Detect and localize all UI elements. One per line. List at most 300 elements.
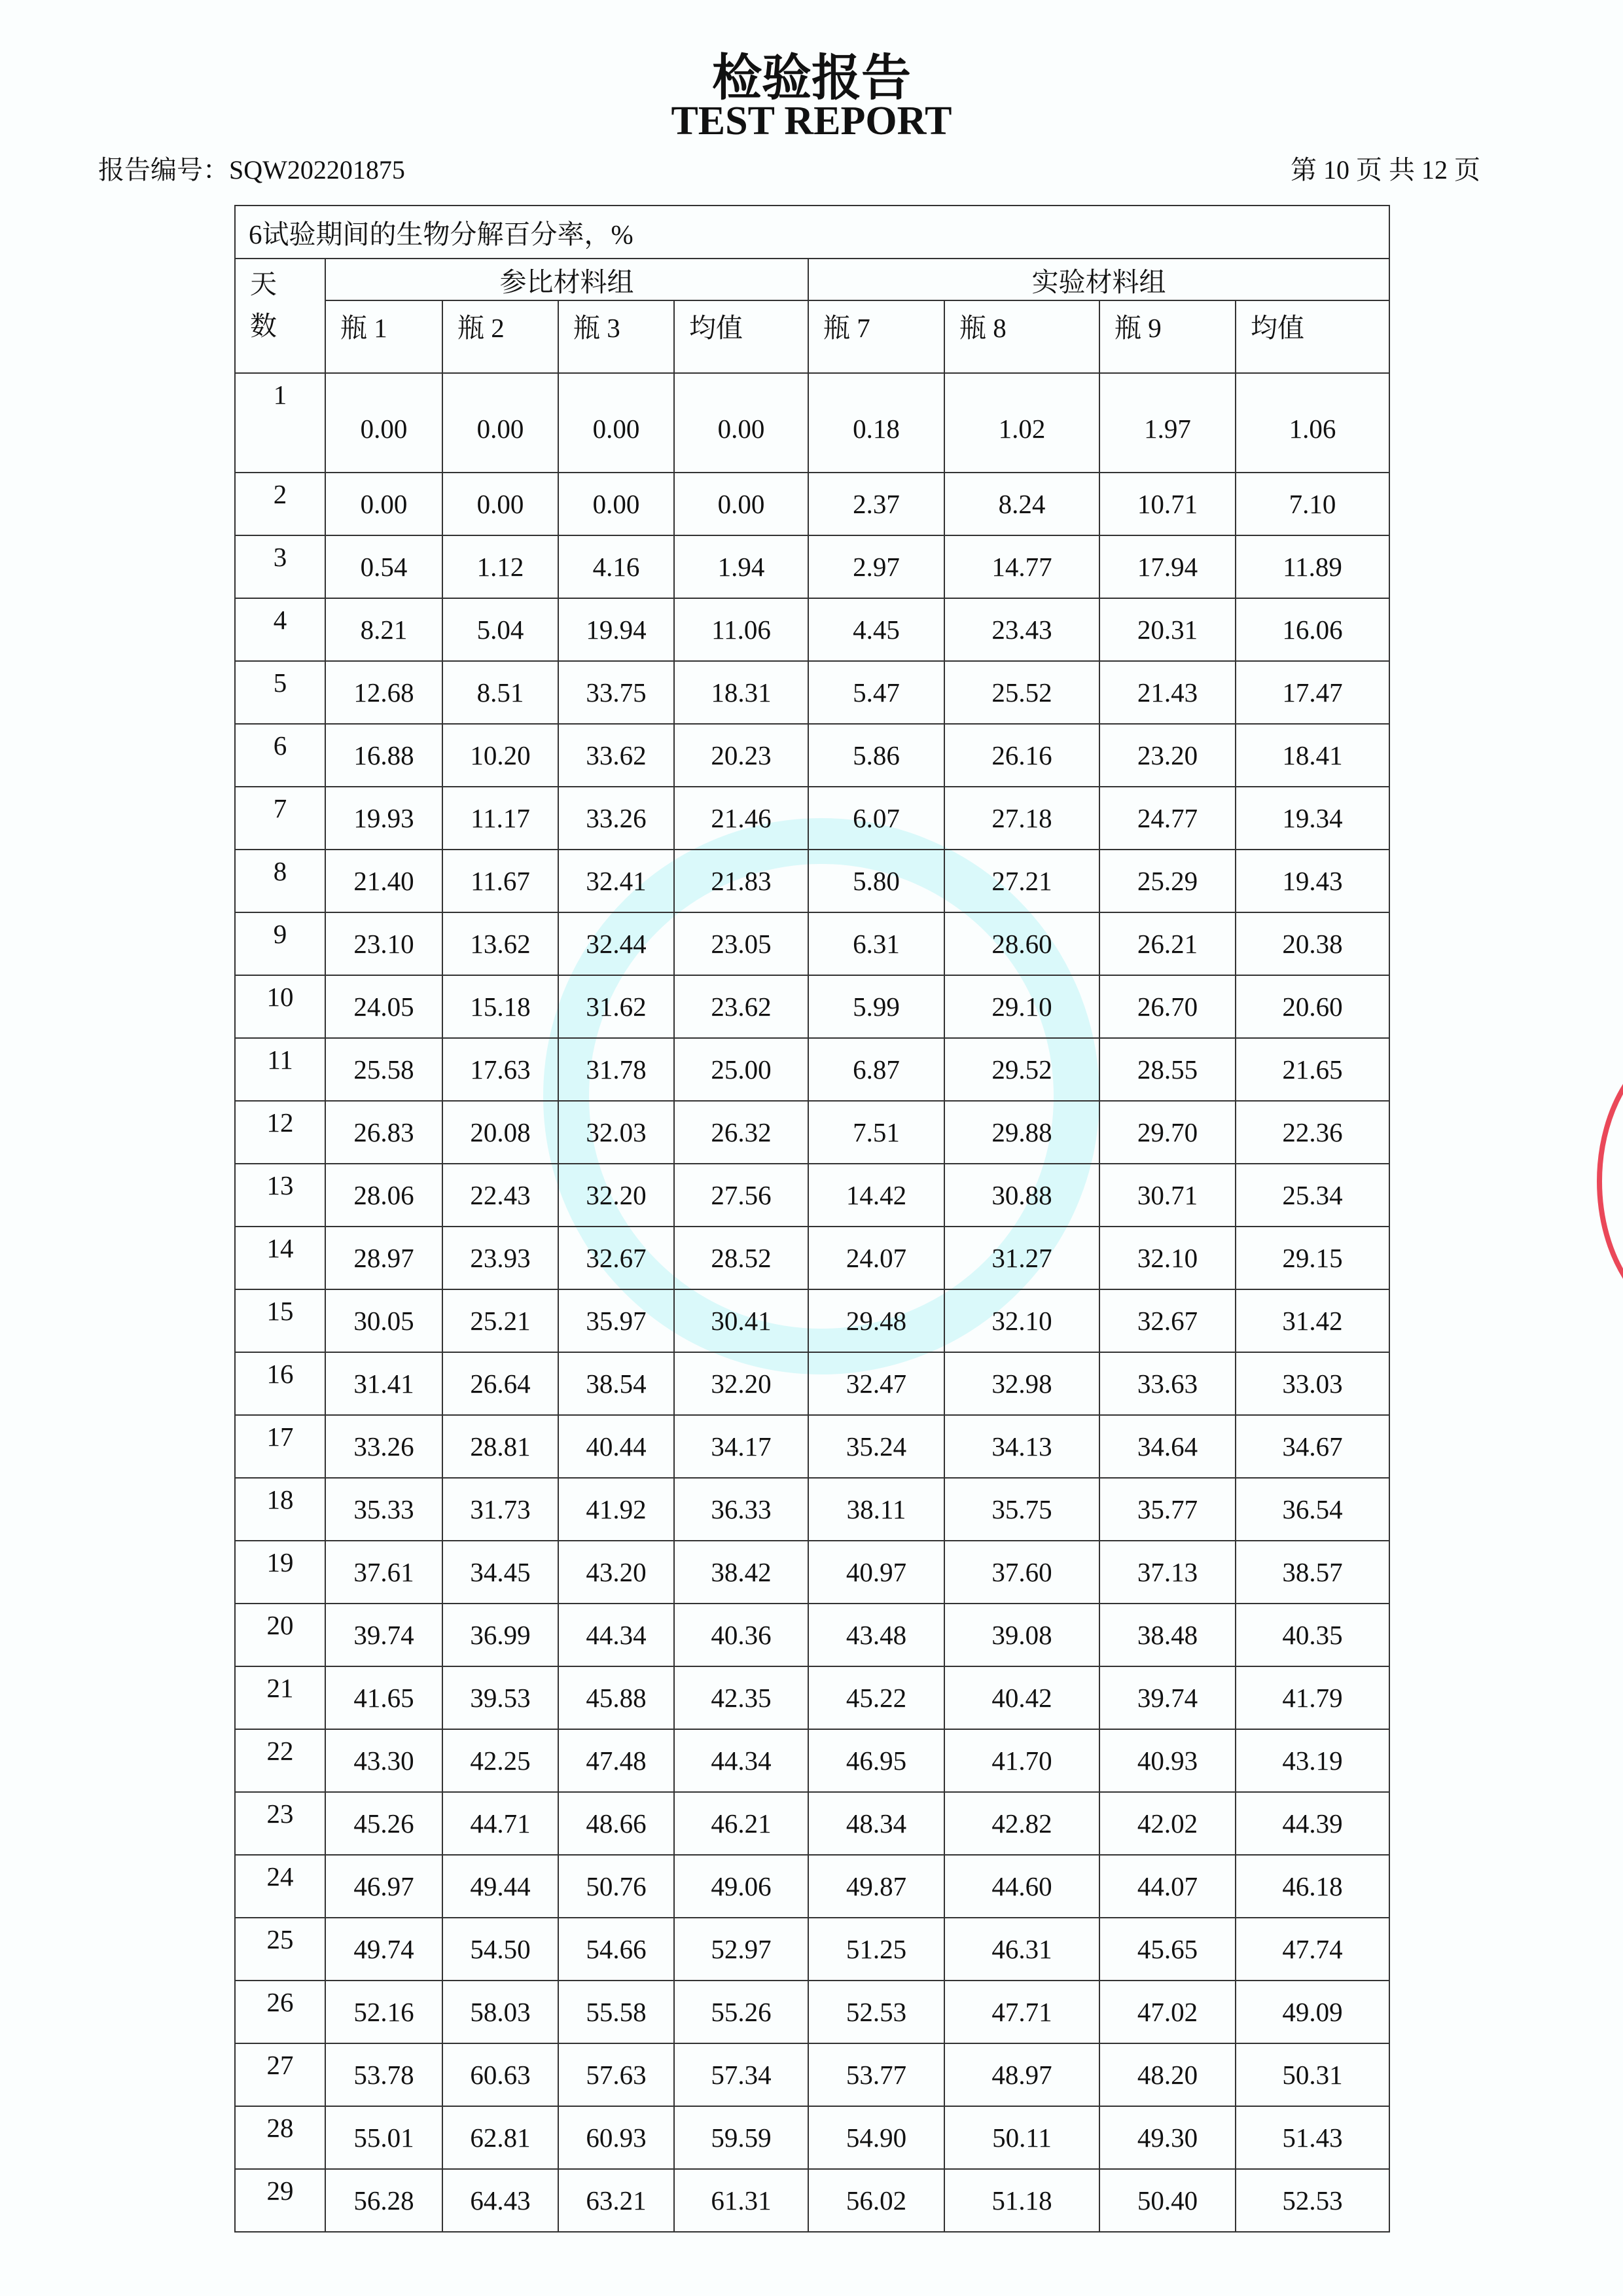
value-cell: 50.31 [1236, 2043, 1389, 2106]
value-cell: 48.20 [1099, 2043, 1236, 2106]
value-cell: 49.06 [674, 1855, 808, 1918]
value-cell: 61.31 [674, 2169, 808, 2232]
value-cell: 50.40 [1099, 2169, 1236, 2232]
column-header: 瓶 3 [558, 300, 674, 373]
value-cell: 25.34 [1236, 1164, 1389, 1227]
value-cell: 29.70 [1099, 1101, 1236, 1164]
table-row [235, 2043, 1389, 2106]
value-cell: 42.35 [674, 1666, 808, 1729]
table-row [235, 2169, 1389, 2232]
value-cell: 45.26 [325, 1792, 442, 1855]
value-cell: 36.54 [1236, 1478, 1389, 1541]
value-cell: 32.41 [558, 850, 674, 912]
value-cell: 23.10 [325, 912, 442, 975]
value-cell: 2.97 [808, 535, 944, 598]
value-cell: 14.42 [808, 1164, 944, 1227]
value-cell: 47.71 [944, 1981, 1099, 2043]
column-header: 瓶 7 [808, 300, 944, 373]
value-cell: 19.94 [558, 598, 674, 661]
column-header: 瓶 1 [325, 300, 442, 373]
value-cell: 33.03 [1236, 1352, 1389, 1415]
value-cell: 6.87 [808, 1038, 944, 1101]
value-cell: 24.05 [325, 975, 442, 1038]
value-cell: 12.68 [325, 661, 442, 724]
table-row [235, 1666, 1389, 1729]
value-cell: 26.83 [325, 1101, 442, 1164]
value-cell: 33.75 [558, 661, 674, 724]
table-row [235, 1101, 1389, 1164]
value-cell: 54.50 [442, 1918, 558, 1981]
value-cell: 0.00 [442, 373, 558, 473]
value-cell: 25.58 [325, 1038, 442, 1101]
table-row [235, 1792, 1389, 1855]
table-row [235, 1729, 1389, 1792]
value-cell: 40.93 [1099, 1729, 1236, 1792]
value-cell: 41.65 [325, 1666, 442, 1729]
value-cell: 48.66 [558, 1792, 674, 1855]
value-cell: 28.60 [944, 912, 1099, 975]
value-cell: 4.45 [808, 598, 944, 661]
value-cell: 37.61 [325, 1541, 442, 1604]
value-cell: 53.78 [325, 2043, 442, 2106]
value-cell: 23.05 [674, 912, 808, 975]
value-cell: 31.27 [944, 1227, 1099, 1289]
table-row [235, 1855, 1389, 1918]
value-cell: 47.02 [1099, 1981, 1236, 2043]
red-seal-stamp [1597, 1034, 1623, 1329]
value-cell: 51.18 [944, 2169, 1099, 2232]
table-row [235, 1918, 1389, 1981]
value-cell: 38.57 [1236, 1541, 1389, 1604]
value-cell: 1.12 [442, 535, 558, 598]
value-cell: 40.36 [674, 1604, 808, 1666]
value-cell: 39.74 [1099, 1666, 1236, 1729]
value-cell: 34.17 [674, 1415, 808, 1478]
value-cell: 0.00 [325, 473, 442, 535]
value-cell: 43.30 [325, 1729, 442, 1792]
value-cell: 19.34 [1236, 787, 1389, 850]
value-cell: 42.82 [944, 1792, 1099, 1855]
value-cell: 44.34 [674, 1729, 808, 1792]
value-cell: 2.37 [808, 473, 944, 535]
value-cell: 29.10 [944, 975, 1099, 1038]
value-cell: 8.51 [442, 661, 558, 724]
value-cell: 34.45 [442, 1541, 558, 1604]
value-cell: 16.88 [325, 724, 442, 787]
value-cell: 0.00 [558, 473, 674, 535]
day-cell: 3 [235, 535, 325, 598]
value-cell: 50.11 [944, 2106, 1099, 2169]
value-cell: 30.88 [944, 1164, 1099, 1227]
value-cell: 54.66 [558, 1918, 674, 1981]
value-cell: 22.36 [1236, 1101, 1389, 1164]
value-cell: 40.97 [808, 1541, 944, 1604]
value-cell: 49.74 [325, 1918, 442, 1981]
value-cell: 35.97 [558, 1289, 674, 1352]
value-cell: 54.90 [808, 2106, 944, 2169]
day-cell: 23 [235, 1792, 325, 1855]
report-title-cn: 检验报告 [712, 51, 911, 106]
day-cell: 7 [235, 787, 325, 850]
day-cell: 18 [235, 1478, 325, 1541]
value-cell: 11.17 [442, 787, 558, 850]
value-cell: 23.62 [674, 975, 808, 1038]
value-cell: 38.42 [674, 1541, 808, 1604]
value-cell: 52.53 [808, 1981, 944, 2043]
value-cell: 46.21 [674, 1792, 808, 1855]
value-cell: 1.94 [674, 535, 808, 598]
value-cell: 39.74 [325, 1604, 442, 1666]
day-cell: 19 [235, 1541, 325, 1604]
value-cell: 51.25 [808, 1918, 944, 1981]
value-cell: 62.81 [442, 2106, 558, 2169]
value-cell: 48.34 [808, 1792, 944, 1855]
value-cell: 32.47 [808, 1352, 944, 1415]
value-cell: 38.11 [808, 1478, 944, 1541]
value-cell: 45.65 [1099, 1918, 1236, 1981]
value-cell: 8.21 [325, 598, 442, 661]
value-cell: 29.15 [1236, 1227, 1389, 1289]
value-cell: 28.52 [674, 1227, 808, 1289]
value-cell: 7.51 [808, 1101, 944, 1164]
value-cell: 27.56 [674, 1164, 808, 1227]
table-row [235, 535, 1389, 598]
value-cell: 44.07 [1099, 1855, 1236, 1918]
value-cell: 21.83 [674, 850, 808, 912]
table-row [235, 2106, 1389, 2169]
value-cell: 5.04 [442, 598, 558, 661]
table-caption: 6试验期间的生物分解百分率，% [235, 206, 1389, 259]
value-cell: 57.63 [558, 2043, 674, 2106]
value-cell: 38.48 [1099, 1604, 1236, 1666]
value-cell: 41.79 [1236, 1666, 1389, 1729]
value-cell: 31.62 [558, 975, 674, 1038]
table-row [235, 661, 1389, 724]
value-cell: 25.52 [944, 661, 1099, 724]
value-cell: 59.59 [674, 2106, 808, 2169]
value-cell: 28.55 [1099, 1038, 1236, 1101]
day-cell: 16 [235, 1352, 325, 1415]
table-row [235, 1981, 1389, 2043]
day-cell: 10 [235, 975, 325, 1038]
value-cell: 16.06 [1236, 598, 1389, 661]
value-cell: 19.43 [1236, 850, 1389, 912]
value-cell: 5.80 [808, 850, 944, 912]
value-cell: 7.10 [1236, 473, 1389, 535]
day-cell: 2 [235, 473, 325, 535]
value-cell: 32.67 [558, 1227, 674, 1289]
value-cell: 0.00 [558, 373, 674, 473]
value-cell: 57.34 [674, 2043, 808, 2106]
day-cell: 26 [235, 1981, 325, 2043]
table-row [235, 1415, 1389, 1478]
value-cell: 39.08 [944, 1604, 1099, 1666]
value-cell: 32.10 [944, 1289, 1099, 1352]
table-row [235, 1164, 1389, 1227]
day-cell: 24 [235, 1855, 325, 1918]
value-cell: 52.16 [325, 1981, 442, 2043]
table-row [235, 1038, 1389, 1101]
value-cell: 0.00 [325, 373, 442, 473]
value-cell: 38.54 [558, 1352, 674, 1415]
value-cell: 45.22 [808, 1666, 944, 1729]
value-cell: 27.21 [944, 850, 1099, 912]
value-cell: 43.20 [558, 1541, 674, 1604]
value-cell: 6.07 [808, 787, 944, 850]
value-cell: 0.54 [325, 535, 442, 598]
value-cell: 46.95 [808, 1729, 944, 1792]
value-cell: 46.18 [1236, 1855, 1389, 1918]
value-cell: 26.21 [1099, 912, 1236, 975]
value-cell: 8.24 [944, 473, 1099, 535]
value-cell: 20.38 [1236, 912, 1389, 975]
value-cell: 11.67 [442, 850, 558, 912]
table-row [235, 975, 1389, 1038]
value-cell: 46.31 [944, 1918, 1099, 1981]
value-cell: 21.46 [674, 787, 808, 850]
value-cell: 11.89 [1236, 535, 1389, 598]
value-cell: 14.77 [944, 535, 1099, 598]
value-cell: 60.93 [558, 2106, 674, 2169]
table-row [235, 598, 1389, 661]
value-cell: 43.19 [1236, 1729, 1389, 1792]
value-cell: 49.44 [442, 1855, 558, 1918]
value-cell: 0.00 [442, 473, 558, 535]
value-cell: 26.32 [674, 1101, 808, 1164]
day-cell: 1 [235, 373, 325, 473]
day-cell: 17 [235, 1415, 325, 1478]
value-cell: 20.23 [674, 724, 808, 787]
value-cell: 47.74 [1236, 1918, 1389, 1981]
value-cell: 44.34 [558, 1604, 674, 1666]
value-cell: 0.18 [808, 373, 944, 473]
table-row [235, 1541, 1389, 1604]
value-cell: 44.39 [1236, 1792, 1389, 1855]
value-cell: 29.88 [944, 1101, 1099, 1164]
value-cell: 34.64 [1099, 1415, 1236, 1478]
value-cell: 35.24 [808, 1415, 944, 1478]
value-cell: 40.35 [1236, 1604, 1389, 1666]
value-cell: 31.42 [1236, 1289, 1389, 1352]
value-cell: 31.78 [558, 1038, 674, 1101]
value-cell: 24.77 [1099, 787, 1236, 850]
value-cell: 23.20 [1099, 724, 1236, 787]
value-cell: 10.20 [442, 724, 558, 787]
value-cell: 20.08 [442, 1101, 558, 1164]
day-cell: 28 [235, 2106, 325, 2169]
page-info: 第 10 页 共 12 页 [1291, 155, 1480, 185]
report-number: 报告编号：SQW202201875 [98, 155, 405, 185]
table-row [235, 373, 1389, 473]
value-cell: 42.02 [1099, 1792, 1236, 1855]
value-cell: 28.06 [325, 1164, 442, 1227]
column-header: 瓶 2 [442, 300, 558, 373]
value-cell: 56.28 [325, 2169, 442, 2232]
table-row [235, 912, 1389, 975]
value-cell: 37.60 [944, 1541, 1099, 1604]
value-cell: 39.53 [442, 1666, 558, 1729]
value-cell: 21.65 [1236, 1038, 1389, 1101]
value-cell: 47.48 [558, 1729, 674, 1792]
value-cell: 42.25 [442, 1729, 558, 1792]
value-cell: 29.52 [944, 1038, 1099, 1101]
day-cell: 21 [235, 1666, 325, 1729]
value-cell: 21.43 [1099, 661, 1236, 724]
value-cell: 60.63 [442, 2043, 558, 2106]
value-cell: 32.20 [674, 1352, 808, 1415]
value-cell: 1.02 [944, 373, 1099, 473]
value-cell: 43.48 [808, 1604, 944, 1666]
day-cell: 8 [235, 850, 325, 912]
value-cell: 40.42 [944, 1666, 1099, 1729]
table-row [235, 787, 1389, 850]
day-cell: 22 [235, 1729, 325, 1792]
table-row [235, 850, 1389, 912]
value-cell: 13.62 [442, 912, 558, 975]
value-cell: 29.48 [808, 1289, 944, 1352]
value-cell: 30.41 [674, 1289, 808, 1352]
day-cell: 15 [235, 1289, 325, 1352]
value-cell: 33.63 [1099, 1352, 1236, 1415]
value-cell: 26.70 [1099, 975, 1236, 1038]
table-row [235, 1289, 1389, 1352]
value-cell: 23.43 [944, 598, 1099, 661]
day-cell: 13 [235, 1164, 325, 1227]
value-cell: 52.97 [674, 1918, 808, 1981]
value-cell: 35.75 [944, 1478, 1099, 1541]
value-cell: 31.73 [442, 1478, 558, 1541]
day-cell: 4 [235, 598, 325, 661]
value-cell: 34.13 [944, 1415, 1099, 1478]
value-cell: 20.60 [1236, 975, 1389, 1038]
group-reference-header: 参比材料组 [325, 259, 808, 300]
value-cell: 40.44 [558, 1415, 674, 1478]
value-cell: 32.20 [558, 1164, 674, 1227]
day-header-text: 天 数 [250, 269, 277, 341]
value-cell: 18.41 [1236, 724, 1389, 787]
value-cell: 33.26 [558, 787, 674, 850]
value-cell: 10.71 [1099, 473, 1236, 535]
value-cell: 52.53 [1236, 2169, 1389, 2232]
value-cell: 64.43 [442, 2169, 558, 2232]
value-cell: 41.92 [558, 1478, 674, 1541]
value-cell: 36.33 [674, 1478, 808, 1541]
value-cell: 33.26 [325, 1415, 442, 1478]
value-cell: 49.30 [1099, 2106, 1236, 2169]
table-row [235, 473, 1389, 535]
day-cell: 12 [235, 1101, 325, 1164]
value-cell: 35.33 [325, 1478, 442, 1541]
value-cell: 1.97 [1099, 373, 1236, 473]
value-cell: 44.71 [442, 1792, 558, 1855]
value-cell: 32.98 [944, 1352, 1099, 1415]
group-experimental-header: 实验材料组 [808, 259, 1389, 300]
day-cell: 11 [235, 1038, 325, 1101]
value-cell: 1.06 [1236, 373, 1389, 473]
day-cell: 9 [235, 912, 325, 975]
value-cell: 17.47 [1236, 661, 1389, 724]
day-cell: 5 [235, 661, 325, 724]
value-cell: 32.44 [558, 912, 674, 975]
value-cell: 19.93 [325, 787, 442, 850]
value-cell: 48.97 [944, 2043, 1099, 2106]
column-header: 均值 [1236, 300, 1389, 373]
day-cell: 29 [235, 2169, 325, 2232]
biodegradation-table [234, 205, 1390, 2233]
value-cell: 17.63 [442, 1038, 558, 1101]
value-cell: 28.97 [325, 1227, 442, 1289]
table-row [235, 724, 1389, 787]
day-cell: 20 [235, 1604, 325, 1666]
value-cell: 30.05 [325, 1289, 442, 1352]
value-cell: 0.00 [674, 473, 808, 535]
value-cell: 28.81 [442, 1415, 558, 1478]
value-cell: 26.64 [442, 1352, 558, 1415]
column-header: 瓶 8 [944, 300, 1099, 373]
value-cell: 4.16 [558, 535, 674, 598]
value-cell: 45.88 [558, 1666, 674, 1729]
value-cell: 41.70 [944, 1729, 1099, 1792]
value-cell: 33.62 [558, 724, 674, 787]
column-header: 均值 [674, 300, 808, 373]
value-cell: 18.31 [674, 661, 808, 724]
table-row [235, 1352, 1389, 1415]
value-cell: 25.29 [1099, 850, 1236, 912]
value-cell: 20.31 [1099, 598, 1236, 661]
day-cell: 25 [235, 1918, 325, 1981]
value-cell: 58.03 [442, 1981, 558, 2043]
value-cell: 55.26 [674, 1981, 808, 2043]
value-cell: 25.21 [442, 1289, 558, 1352]
value-cell: 32.67 [1099, 1289, 1236, 1352]
table-row [235, 1227, 1389, 1289]
value-cell: 46.97 [325, 1855, 442, 1918]
value-cell: 24.07 [808, 1227, 944, 1289]
value-cell: 22.43 [442, 1164, 558, 1227]
value-cell: 30.71 [1099, 1164, 1236, 1227]
value-cell: 23.93 [442, 1227, 558, 1289]
value-cell: 31.41 [325, 1352, 442, 1415]
value-cell: 5.86 [808, 724, 944, 787]
value-cell: 32.10 [1099, 1227, 1236, 1289]
value-cell: 11.06 [674, 598, 808, 661]
column-header: 瓶 9 [1099, 300, 1236, 373]
report-title-en: TEST REPORT [671, 99, 952, 143]
value-cell: 55.58 [558, 1981, 674, 2043]
value-cell: 21.40 [325, 850, 442, 912]
value-cell: 34.67 [1236, 1415, 1389, 1478]
value-cell: 32.03 [558, 1101, 674, 1164]
day-cell: 6 [235, 724, 325, 787]
value-cell: 51.43 [1236, 2106, 1389, 2169]
value-cell: 6.31 [808, 912, 944, 975]
day-cell: 27 [235, 2043, 325, 2106]
value-cell: 5.47 [808, 661, 944, 724]
value-cell: 55.01 [325, 2106, 442, 2169]
value-cell: 26.16 [944, 724, 1099, 787]
day-cell: 14 [235, 1227, 325, 1289]
day-header [235, 259, 325, 373]
value-cell: 63.21 [558, 2169, 674, 2232]
value-cell: 36.99 [442, 1604, 558, 1666]
value-cell: 56.02 [808, 2169, 944, 2232]
value-cell: 50.76 [558, 1855, 674, 1918]
value-cell: 35.77 [1099, 1478, 1236, 1541]
value-cell: 49.87 [808, 1855, 944, 1918]
value-cell: 5.99 [808, 975, 944, 1038]
value-cell: 44.60 [944, 1855, 1099, 1918]
value-cell: 15.18 [442, 975, 558, 1038]
